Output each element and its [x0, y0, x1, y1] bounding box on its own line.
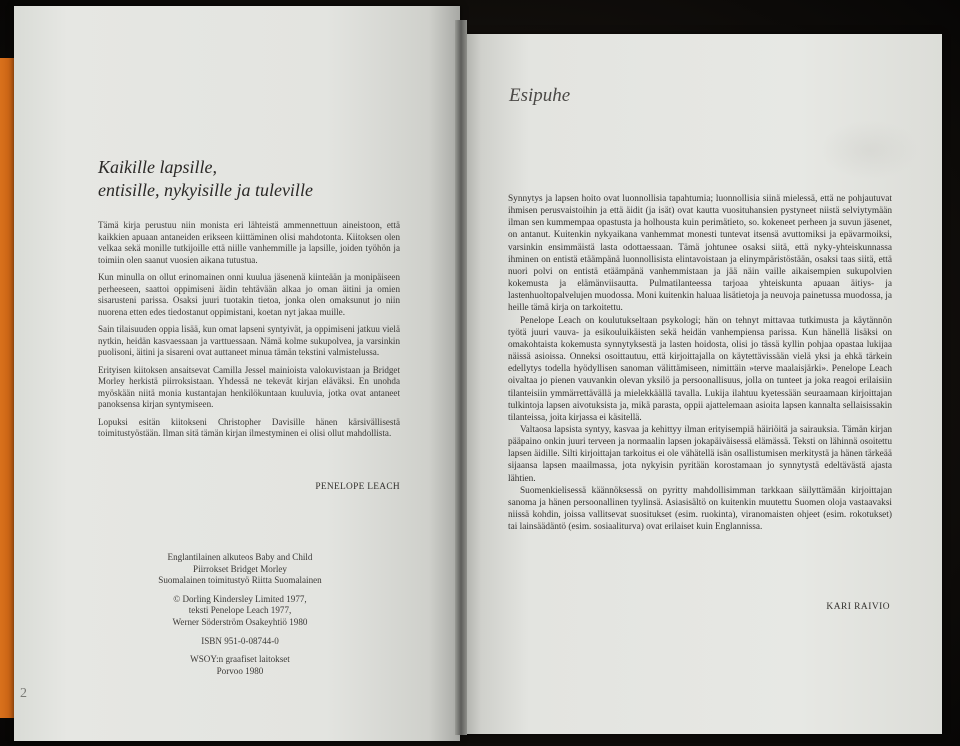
dedication: [98, 156, 428, 202]
imprint-credits: [140, 552, 340, 587]
paragraph: Erityisen kiitoksen ansaitsevat Camilla Jessel mainioista valokuvistaan ja Bridget Morley herkistä piirroksistaan. Yhdessä ne tekevät kirjan eläväksi. En unohda myöskään niitä monia kustantajan henkilökuntaan kuuluvia, jotka ovat antaneet panoksensa kirjan syntymiseen.: [98, 364, 400, 409]
dedication-line: entisille, nykyisille ja tuleville: [98, 180, 313, 200]
show-through-shadow: [820, 120, 920, 180]
imprint-copyright: [140, 594, 340, 629]
preface-signature: KARI RAIVIO: [826, 602, 890, 612]
paragraph: Valtaosa lapsista syntyy, kasvaa ja kehittyy ilman erityisempiä häiriöitä ja sairauksia. Tämän kirjan pääpaino onkin juuri terveen ja normaalin lapsen jokapäiväisessä elämässä. Teksti on lähinnä osoitettu lapsen äidille. Silti kirjoittajan tarkoitus ei ole vähätellä isän osallistumisen merkitystä ja hänen tärkeää sijaansa lapsen maailmassa, jota nykyisin pyritään korostamaan jo synnytystä edeltävästä ajasta lähtien.: [508, 424, 892, 484]
paragraph: Suomenkielisessä käännöksessä on pyritty mahdollisimman tarkkaan säilyttämään kirjoittajan sanoma ja hänen persoonallinen tyylinsä. Asiasisältö on kuitenkin muutettu Suomen oloja vastaavaksi niissä kohdin, joissa vallitsevat suositukset (esim. ruokinta), viranomaisten ohjeet (esim. rokotukset) tai lainsäädäntö (esim. sosiaaliturva) ovat erilaiset kuin Englannissa.: [508, 485, 892, 533]
author-signature: PENELOPE LEACH: [315, 482, 400, 492]
imprint: [140, 552, 340, 684]
imprint-line: Piirrokset Bridget Morley: [193, 563, 287, 574]
paragraph: Penelope Leach on koulutukseltaan psykologi; hän on tehnyt mittavaa tutkimusta ja käytännön työtä juuri vauva- ja esikouluikäisten sekä heidän vanhempiensa parissa. Kun hänellä lisäksi on omakohtaista kokemusta synnytyksestä ja lasten hoidosta, olisi jo tässä kyllin pohjaa opastaa lukijaa näissä asioissa. Onneksi osoittautuu, että kirjoittajalla on käytettävissään vielä yksi ja ehkä tärkein edellytys todella hyödyllisen sanoman välittämiseen, nimittäin »terve maalaisjärki». Penelope Leach oivaltaa jo pienen vauvankin olevan yksilö ja persoonallisuus, jolla on tunteet ja joka reagoi erilaisiin tilanteisiin ymmärrettävällä ja mielekkäällä tavalla. Lukija ilahtuu kyetessään seuraamaan kirjoittajan tulkintoja lapsen aivotuksista ja, mikä parasta, oppii ajattelemaan asioita lapsen kannalta sellaisissakin tilanteissa, joita kirjassa ei käsitellä.: [508, 315, 892, 423]
isbn: ISBN 951-0-08744-0: [201, 635, 279, 646]
page-title: Esipuhe: [509, 85, 571, 106]
imprint-line: Porvoo 1980: [216, 665, 264, 676]
imprint-line: Suomalainen toimitustyö Riitta Suomalainen: [158, 575, 322, 586]
book-gutter: [455, 20, 467, 735]
imprint-line: teksti Penelope Leach 1977,: [188, 605, 292, 616]
imprint-printer: [140, 654, 340, 677]
dedication-line: Kaikille lapsille,: [98, 157, 217, 177]
paragraph: Tämä kirja perustuu niin monista eri lähteistä ammennettuun aineistoon, että kaikkien apuaan antaneiden erikseen kiittäminen olisi mahdotonta. Kiitoksen olen velkaa sekä monille tutkijoille että niille vanhemmille ja lapsille, joiden työhön ja toimiin olen saanut vuosien aikana tutustua.: [98, 220, 400, 265]
paragraph: Lopuksi esitän kiitokseni Christopher Davisille hänen kärsivällisestä toimitustyöstään. Ilman sitä tämän kirjan ilmestyminen ei olisi ollut mahdollista.: [98, 416, 400, 438]
preface-text: [508, 193, 892, 533]
acknowledgements: [98, 220, 400, 446]
imprint-line: Werner Söderström Osakeyhtiö 1980: [172, 616, 308, 627]
imprint-line: Englantilainen alkuteos Baby and Child: [167, 552, 313, 562]
paragraph: Synnytys ja lapsen hoito ovat luonnollisia tapahtumia; luonnollisia siinä mielessä, että ne pohjautuvat ihmisen perusvaistoihin ja että äidit (ja isät) ovat kautta vuosituhansien pystyneet niistä selviytymään ilman sen kummempaa opastusta ja holhousta kuin perimätieto, so. kokeneet perheen ja suvun jäsenet, on antanut. Kuitenkin nykyaikana vanhemmat monesti tuntevat itsensä avuttomiksi ja epävarmoiksi, varsinkin ensimmäistä lasta odottaessaan. Tämä johtunee osaksi siitä, että nyky-yhteiskunnassa ihminen on entistä etäämpänä luonnollisista elintavoistaan ja elinympäristöstään, osaksi taas siitä, että nuori polvi on entistä etäämpänä vanhemmistaan ja jää näin vaille aikaisempien sukupolvien kokemusta ja elämänviisautta. Pulmatilanteessa tarjoaa yhteiskunta apuaan äitiys- ja lastenhuoltopalvelujen muodossa. Moni kuitenkin haluaa lisätietoja ja neuvoja painetussa muodossa, ja heille tämä kirja on tarkoitettu.: [508, 194, 892, 314]
imprint-line: © Dorling Kindersley Limited 1977,: [173, 593, 307, 604]
paragraph: Kun minulla on ollut erinomainen onni kuulua jäsenenä kiinteään ja monipäiseen perheeseen, saattoi oppimiseni äidin tehtävään alkaa jo oman äitini ja omien sisarusteni parissa. Osaksi juuri tuotakin tietoa, jonka olen omaksunut jo niin nuorena etten edes tiedostanut oppimistani, koetan nyt jakaa muille.: [98, 272, 400, 317]
imprint-line: WSOY:n graafiset laitokset: [190, 654, 290, 665]
paragraph: Sain tilaisuuden oppia lisää, kun omat lapseni syntyivät, ja oppimiseni jatkuu vielä nytkin, heidän kasvaessaan ja varttuessaan. Nämä kolme sukupolvea, ja varsinkin puolisoni, äitini ja sisareni ovat auttaneet minua tämän tekstini valmistelussa.: [98, 324, 400, 357]
page-number: 2: [20, 686, 27, 701]
